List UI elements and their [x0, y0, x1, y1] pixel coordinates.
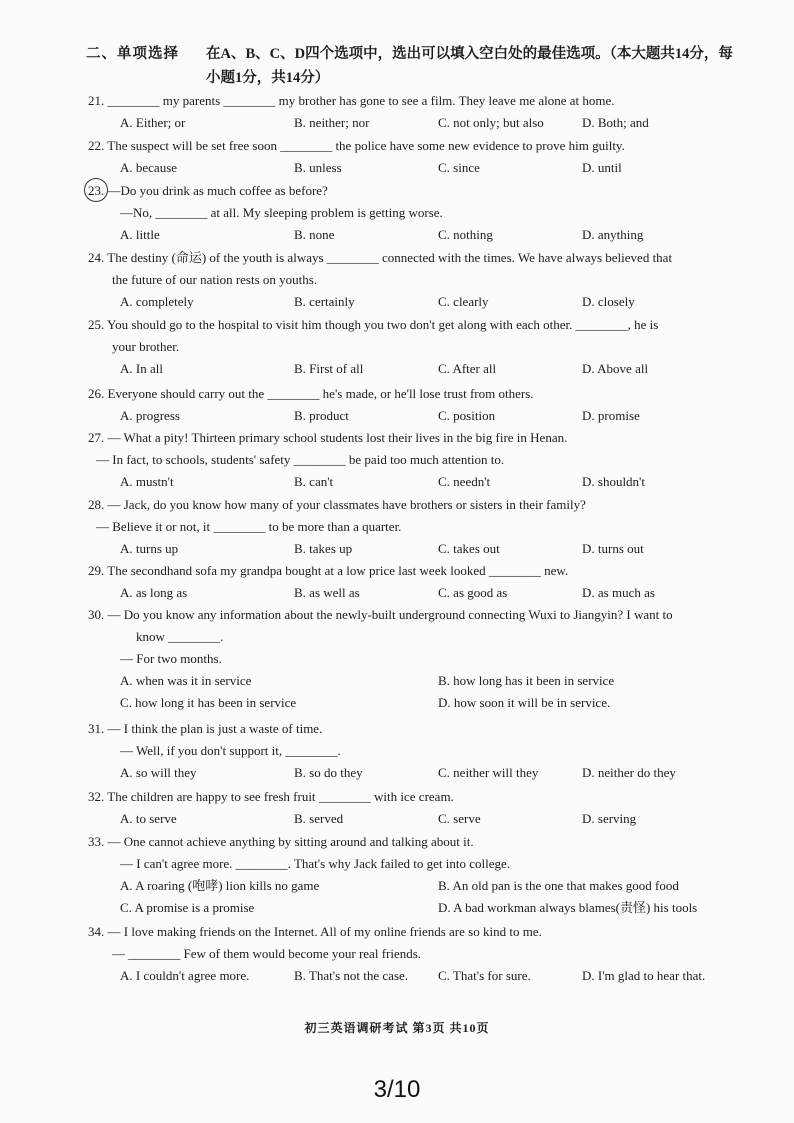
question-29 [88, 560, 655, 604]
option-c[interactable]: C. A promise is a promise [120, 900, 255, 915]
option-d[interactable]: D. neither do they [582, 765, 676, 780]
option-c[interactable]: C. since [438, 160, 480, 175]
options-row [88, 670, 673, 692]
options-row [88, 358, 658, 380]
option-c[interactable]: C. neither will they [438, 765, 539, 780]
question-reply: —No, ________ at all. My sleeping problem is getting worse. [120, 205, 443, 220]
option-b[interactable]: B. First of all [294, 361, 364, 376]
option-a[interactable]: A. A roaring (咆哮) lion kills no game [120, 878, 320, 893]
page-footer: 初三英语调研考试 第3页 共10页 [304, 1021, 490, 1035]
options-row [88, 875, 679, 897]
options-row [88, 538, 644, 560]
question-23 [88, 180, 644, 246]
question-stem: 21. ________ my parents ________ my brother has gone to see a film. They leave me alone at home. [88, 93, 615, 108]
option-d[interactable]: D. A bad workman always blames(责怪) his tools [438, 900, 698, 915]
option-d[interactable]: D. turns out [582, 541, 644, 556]
page-indicator: 3/10 [373, 1076, 421, 1103]
question-24 [88, 247, 672, 313]
option-d[interactable]: D. closely [582, 294, 635, 309]
question-stem: 31. — I think the plan is just a waste of time. [88, 721, 323, 736]
question-reply: — In fact, to schools, students' safety ________ be paid too much attention to. [96, 452, 505, 467]
option-a[interactable]: A. progress [120, 408, 180, 423]
question-27 [88, 427, 646, 493]
options-row [88, 965, 706, 987]
option-c[interactable]: C. not only; but also [438, 115, 544, 130]
option-a[interactable]: A. as long as [120, 585, 188, 600]
option-a[interactable]: A. completely [120, 294, 194, 309]
option-d[interactable]: D. shouldn't [582, 474, 646, 489]
options-row [88, 692, 673, 714]
option-a[interactable]: A. so will they [120, 765, 197, 780]
question-33 [88, 831, 698, 919]
question-reply: — Well, if you don't support it, ________. [120, 743, 341, 758]
question-stem-continued: know ________. [136, 629, 224, 644]
option-b[interactable]: B. That's not the case. [294, 968, 409, 983]
options-row [88, 762, 676, 784]
question-reply: — Believe it or not, it ________ to be more than a quarter. [96, 519, 402, 534]
question-26 [88, 383, 640, 427]
option-b[interactable]: B. how long has it been in service [438, 673, 615, 688]
question-22 [88, 135, 625, 179]
option-a[interactable]: A. because [120, 160, 178, 175]
option-d[interactable]: D. as much as [582, 585, 655, 600]
section-instruction: 在A、B、C、D四个选项中，选出可以填入空白处的最佳选项。（本大题共14分，每小题1分，共14分） [206, 46, 733, 86]
question-stem: 28. — Jack, do you know how many of your classmates have brothers or sisters in their family? [88, 497, 586, 512]
option-a[interactable]: A. mustn't [120, 474, 174, 489]
option-d[interactable]: D. Both; and [582, 115, 649, 130]
section-header [86, 42, 746, 86]
option-b[interactable]: B. product [294, 408, 349, 423]
options-row [88, 157, 625, 179]
question-31 [88, 718, 676, 784]
option-b[interactable]: B. certainly [294, 294, 355, 309]
option-c[interactable]: C. how long it has been in service [120, 695, 297, 710]
options-row [88, 291, 672, 313]
question-stem: 33. — One cannot achieve anything by sitting around and talking about it. [88, 834, 474, 849]
option-a[interactable]: A. Either; or [120, 115, 186, 130]
question-stem: 24. The destiny (命运) of the youth is always ________ connected with the times. We have always believed that [88, 250, 673, 265]
option-d[interactable]: D. anything [582, 227, 644, 242]
question-28 [88, 494, 644, 560]
option-b[interactable]: B. as well as [294, 585, 360, 600]
options-row [88, 471, 646, 493]
option-b[interactable]: B. neither; nor [294, 115, 370, 130]
question-stem-continued: your brother. [112, 339, 180, 354]
option-a[interactable]: A. turns up [120, 541, 179, 556]
option-a[interactable]: A. little [120, 227, 160, 242]
question-reply: — ________ Few of them would become your real friends. [112, 946, 422, 961]
options-row [88, 224, 644, 246]
option-d[interactable]: D. until [582, 160, 622, 175]
question-stem: 34. — I love making friends on the Internet. All of my online friends are so kind to me. [88, 924, 542, 939]
question-stem: 25. You should go to the hospital to visit him though you two don't get along with each other. ________, he is [88, 317, 659, 332]
question-21 [88, 90, 649, 134]
option-c[interactable]: C. clearly [438, 294, 489, 309]
option-d[interactable]: D. promise [582, 408, 640, 423]
option-b[interactable]: B. unless [294, 160, 342, 175]
option-c[interactable]: C. position [438, 408, 496, 423]
question-reply: — For two months. [120, 651, 222, 666]
option-b[interactable]: B. takes up [294, 541, 353, 556]
option-c[interactable]: C. as good as [438, 585, 508, 600]
question-reply: — I can't agree more. ________. That's why Jack failed to get into college. [120, 856, 510, 871]
question-stem: 30. — Do you know any information about the newly-built underground connecting Wuxi to Jiangyin? I want to [88, 607, 673, 622]
question-stem: 23. —Do you drink as much coffee as before? [88, 183, 328, 198]
option-c[interactable]: C. takes out [438, 541, 500, 556]
question-25 [88, 314, 658, 380]
question-stem: 22. The suspect will be set free soon ________ the police have some new evidence to prove him guilty. [88, 138, 625, 153]
option-c[interactable]: C. needn't [438, 474, 491, 489]
option-d[interactable]: D. how soon it will be in service. [438, 695, 611, 710]
option-c[interactable]: C. That's for sure. [438, 968, 531, 983]
option-a[interactable]: A. when was it in service [120, 673, 252, 688]
option-a[interactable]: A. In all [120, 361, 163, 376]
question-stem-continued: the future of our nation rests on youths. [112, 272, 318, 287]
option-b[interactable]: B. An old pan is the one that makes good food [438, 878, 679, 893]
question-30 [88, 604, 673, 714]
option-c[interactable]: C. serve [438, 811, 481, 826]
option-a[interactable]: A. I couldn't agree more. [120, 968, 250, 983]
option-b[interactable]: B. so do they [294, 765, 363, 780]
question-32 [88, 786, 637, 830]
option-d[interactable]: D. I'm glad to hear that. [582, 968, 706, 983]
options-row [88, 405, 640, 427]
question-34 [88, 921, 706, 987]
option-d[interactable]: D. Above all [582, 361, 649, 376]
option-c[interactable]: C. After all [438, 361, 497, 376]
question-stem: 29. The secondhand sofa my grandpa bought at a low price last week looked ________ new. [88, 563, 569, 578]
options-row [88, 897, 698, 919]
option-b[interactable]: B. can't [294, 474, 334, 489]
question-stem: 26. Everyone should carry out the ________ he's made, or he'll lose trust from others. [88, 386, 534, 401]
option-a[interactable]: A. to serve [120, 811, 177, 826]
question-stem: 27. — What a pity! Thirteen primary school students lost their lives in the big fire in Henan. [88, 430, 568, 445]
options-row [88, 808, 637, 830]
option-b[interactable]: B. served [294, 811, 344, 826]
options-row [88, 582, 655, 604]
question-stem: 32. The children are happy to see fresh fruit ________ with ice cream. [88, 789, 454, 804]
option-d[interactable]: D. serving [582, 811, 637, 826]
section-title: 二、单项选择 [86, 46, 179, 62]
option-c[interactable]: C. nothing [438, 227, 493, 242]
options-row [88, 112, 649, 134]
option-b[interactable]: B. none [294, 227, 335, 242]
